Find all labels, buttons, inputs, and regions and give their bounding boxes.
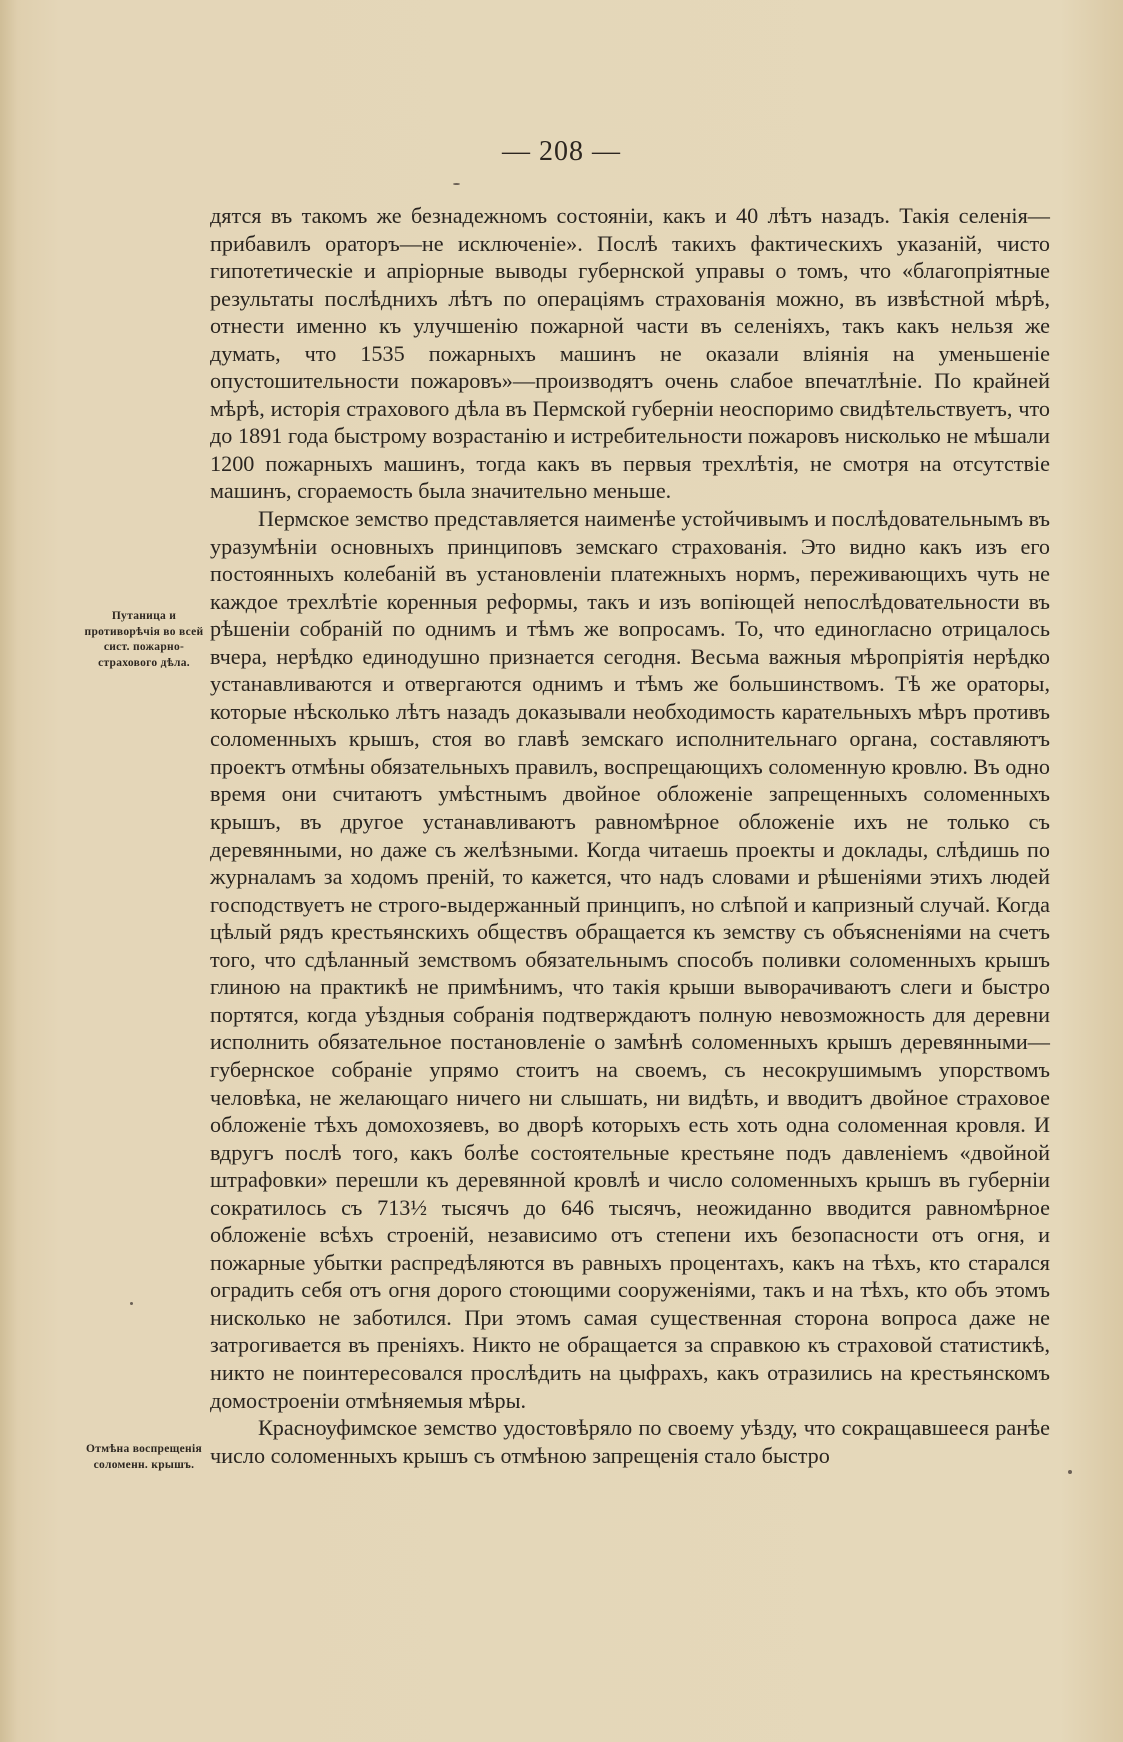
margin-note-thatch-ban: Отмѣна воспрещенiя соломенн. крышъ. (86, 1443, 202, 1471)
margin-note-confusion: Путаница и противорѣчiя во всей сист. пожарно-страхового дѣла. (84, 610, 204, 669)
print-speck (453, 183, 460, 185)
paragraph-1: дятся въ такомъ же безнадежномъ состоянiи, какъ и 40 лѣтъ назадъ. Такiя селенiя—прибавилъ ораторъ—не исключенiе». Послѣ такихъ фактическихъ указанiй, чисто гипотетическiе и апрiорные выводы губернской управы о томъ, что «благопрiятные результаты послѣднихъ лѣтъ по операцiямъ страхованiя можно, въ извѣстной мѣрѣ, отнести именно къ улучшенiю пожарной части въ селенiяхъ, такъ какъ нельзя же думать, что 1535 пожарныхъ машинъ не оказали влiянiя на уменьшенiе опустошительности пожаровъ»—производятъ очень слабое впечатлѣнiе. По крайней мѣрѣ, исторiя страхового дѣла въ Пермской губернiи неоспоримо свидѣтельствуетъ, что до 1891 года быстрому возрастанiю и истребительности пожаровъ нисколько не мѣшали 1200 пожарныхъ машинъ, тогда какъ въ первыя трехлѣтiя, не смотря на отсутствiе машинъ, сгораемость была значительно меньше. (210, 203, 1050, 504)
paragraph-3: Красноуфимское земство удостовѣряло по своему уѣзду, что сокращавшееся ранѣе число соломенныхъ крышъ съ отмѣною запрещенiя стало быстро (210, 1415, 1050, 1468)
print-speck (1068, 1470, 1072, 1474)
page-number: — 208 — (502, 136, 621, 167)
main-text (210, 202, 1050, 1469)
paragraph-2: Пермское земство представляется наименѣе устойчивымъ и послѣдовательнымъ въ уразумѣнiи основныхъ принциповъ земскаго страхованiя. Это видно какъ изъ его постоянныхъ колебанiй въ установленiи платежныхъ нормъ, переживающихъ чуть не каждое трехлѣтiе коренныя реформы, такъ и изъ вопiющей непослѣдовательности въ рѣшенiи собранiй по однимъ и тѣмъ же вопросамъ. То, что единогласно отрицалось вчера, нерѣдко единодушно признается сегодня. Весьма важныя мѣропрiятiя нерѣдко устанавливаются и отвергаются однимъ и тѣмъ же большинствомъ. Тѣ же ораторы, которые нѣсколько лѣтъ назадъ доказывали необходимость карательныхъ мѣръ противъ соломенныхъ крышъ, стоя во главѣ земскаго исполнительнаго органа, составляютъ проектъ отмѣны обязательныхъ правилъ, воспрещающихъ соломенную кровлю. Въ одно время они считаютъ умѣстнымъ двойное обложенiе запрещенныхъ соломенныхъ крышъ, въ другое устанавливаютъ равномѣрное обложенiе ихъ не только съ деревянными, но даже съ желѣзными. Когда читаешь проекты и доклады, слѣдишь по журналамъ за ходомъ преній, то кажется, что надъ словами и рѣшенiями этихъ людей господствуетъ не строго-выдержанный принципъ, но слѣпой и капризный случай. Когда цѣлый рядъ крестьянскихъ обществъ обращается къ земству съ объясненiями на счетъ того, что сдѣланный земствомъ обязательнымъ способъ поливки соломенныхъ крышъ глиною на практикѣ не примѣнимъ, что такiя крыши выворачиваютъ слеги и быстро портятся, когда уѣздныя собранiя подтверждаютъ полную невозможность для деревни исполнить обязательное постановленiе о замѣнѣ соломенныхъ крышъ деревянными—губернское собранiе упрямо стоитъ на своемъ, съ несокрушимымъ упорствомъ человѣка, не желающаго ничего ни слышать, ни видѣть, и вводитъ двойное страховое обложенiе тѣхъ домохозяевъ, во дворѣ которыхъ есть хоть одна соломенная кровля. И вдругъ послѣ того, какъ болѣе состоятельные крестьяне подъ давленiемъ «двойной штрафовки» перешли къ деревянной кровлѣ и число соломенныхъ крышъ въ губернiи сократилось съ 713½ тысячъ до 646 тысячъ, неожиданно вводится равномѣрное обложенiе всѣхъ строенiй, независимо отъ степени ихъ безопасности отъ огня, и пожарные убытки распредѣляются въ равныхъ процентахъ, какъ на тѣхъ, кто старался оградить себя отъ огня дорого стоющими сооруженiями, такъ и на тѣхъ, кто объ этомъ нисколько не заботился. При этомъ самая существенная сторона вопроса даже не затрогивается въ пренiяхъ. Никто не обращается за справкою къ страховой статистикѣ, никто не поинтересовался прослѣдить на цыфрахъ, какъ отразились на крестьянскомъ домостроенiи отмѣняемыя мѣры. (210, 506, 1050, 1413)
print-speck (130, 1302, 133, 1305)
